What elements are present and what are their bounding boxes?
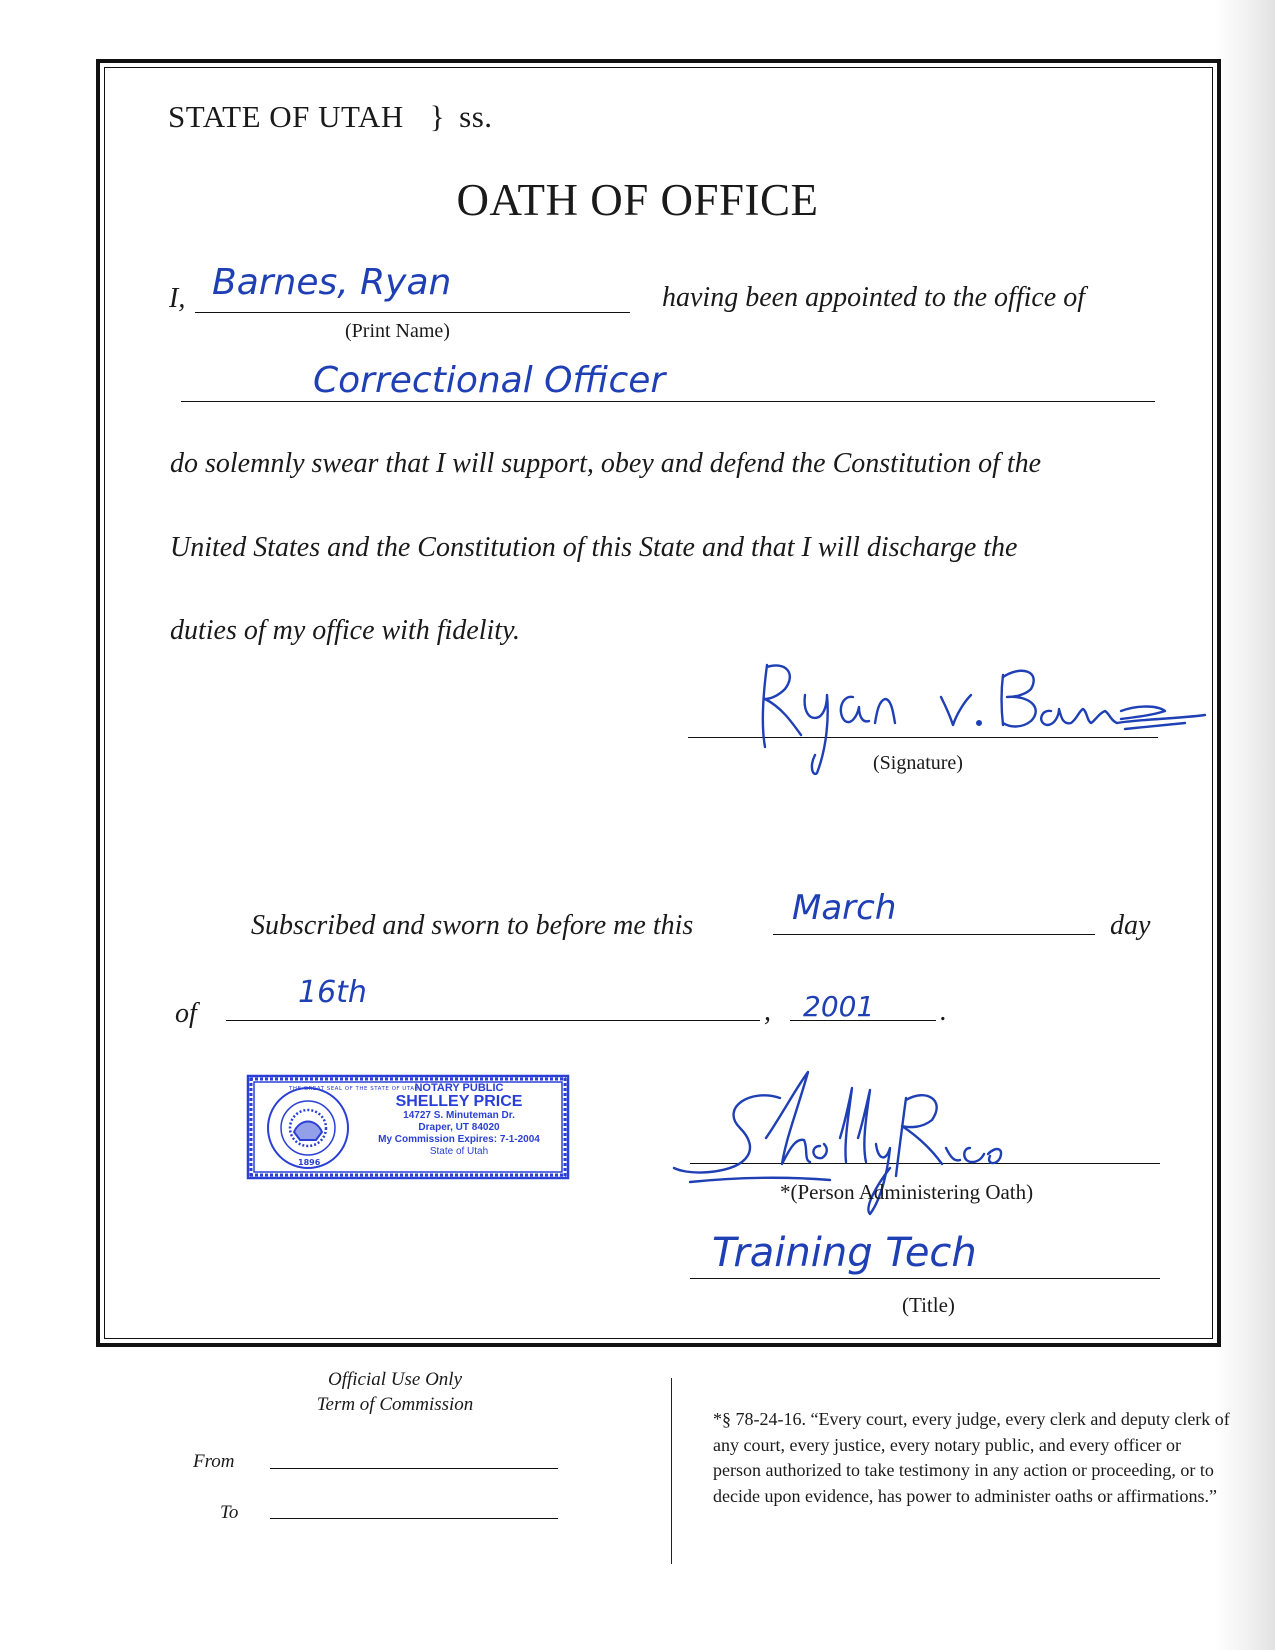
office-handwritten: Correctional Officer <box>313 360 666 401</box>
notary-stamp <box>246 1074 570 1180</box>
day-label: day <box>1110 910 1151 941</box>
official-use-heading: Official Use Only <box>327 1369 463 1390</box>
oath-line-3: duties of my office with fidelity. <box>170 615 520 646</box>
notary-stamp-line1: NOTARY PUBLIC <box>414 1082 504 1094</box>
signature-caption: (Signature) <box>873 752 963 774</box>
notary-stamp-line4: Draper, UT 84020 <box>418 1122 500 1133</box>
comma: , <box>764 996 771 1027</box>
statute-note: *§ 78-24-16. “Every court, every judge, every clerk and deputy clerk of any court, every justice, every notary public, and every officer or person authorized to take testimony in any action or proceeding, or to decide upon evidence, has power to administer oaths or affirmations.” <box>713 1409 1230 1506</box>
from-label: From <box>193 1451 235 1472</box>
day-line <box>773 934 1095 935</box>
subscribed-text: Subscribed and sworn to before me this <box>251 910 694 941</box>
footer-divider <box>671 1378 672 1564</box>
oath-line-1: do solemnly swear that I will support, obey and defend the Constitution of the <box>170 448 1042 479</box>
name-line <box>195 312 630 313</box>
notary-stamp-line3: 14727 S. Minuteman Dr. <box>403 1110 515 1121</box>
to-line[interactable] <box>270 1518 558 1519</box>
from-line[interactable] <box>270 1468 558 1469</box>
appointed-text: having been appointed to the office of <box>662 282 1086 313</box>
oath-prefix: I, <box>169 283 186 314</box>
state-ss: ss. <box>459 99 493 134</box>
seal-text: THE GREAT SEAL OF THE STATE OF UTAH <box>289 1086 420 1092</box>
period: . <box>940 996 947 1027</box>
title-line <box>690 1278 1160 1279</box>
notary-stamp-text <box>354 1082 564 1158</box>
administering-caption: *(Person Administering Oath) <box>780 1180 1034 1204</box>
seal-year: 1896 <box>298 1158 321 1167</box>
state-name: STATE OF UTAH <box>168 99 404 134</box>
name-caption: (Print Name) <box>345 320 450 342</box>
notary-stamp-line5: My Commission Expires: 7-1-2004 <box>378 1134 540 1145</box>
of-label: of <box>175 998 197 1029</box>
page-edge-shadow <box>1215 0 1275 1650</box>
notary-stamp-line2: SHELLEY PRICE <box>395 1093 523 1110</box>
office-line <box>181 401 1155 402</box>
title-caption: (Title) <box>902 1293 955 1317</box>
name-handwritten: Barnes, Ryan <box>212 262 452 303</box>
of-line <box>226 1020 760 1021</box>
state-heading <box>168 99 493 135</box>
oath-line-2: United States and the Constitution of this State and that I will discharge the <box>170 532 1018 563</box>
page-title: OATH OF OFFICE <box>456 175 819 225</box>
title-handwritten: Training Tech <box>712 1230 977 1276</box>
term-of-commission-heading: Term of Commission <box>316 1394 474 1415</box>
state-brace: } <box>429 99 446 134</box>
to-label: To <box>220 1502 239 1523</box>
notary-stamp-line6: State of Utah <box>429 1146 489 1157</box>
oath-signature <box>745 655 1225 775</box>
year-handwritten: 2001 <box>803 990 875 1023</box>
of-handwritten: 16th <box>298 975 367 1010</box>
day-handwritten: March <box>792 888 897 928</box>
